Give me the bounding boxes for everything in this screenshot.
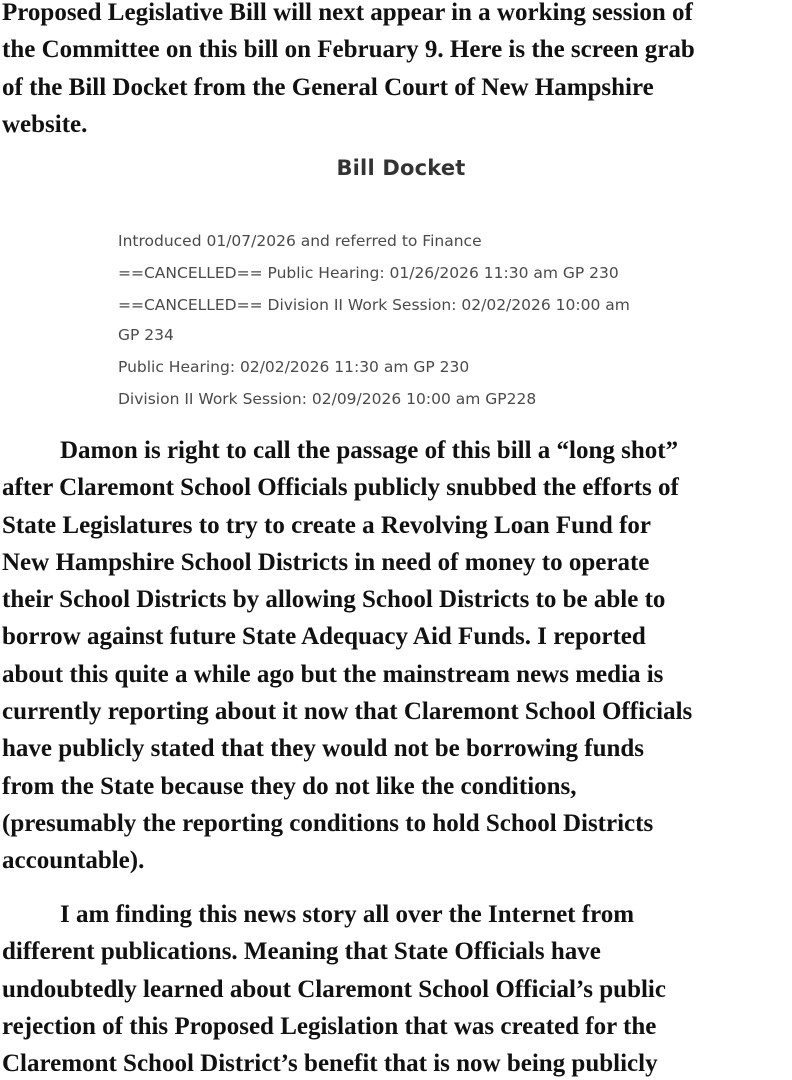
- docket-entry: Introduced 01/07/2026 and referred to Finance: [118, 232, 482, 250]
- text-line: State Legislatures to try to create a Revolving Loan Fund for: [2, 511, 651, 539]
- text-line: rejection of this Proposed Legislation that was created for the: [2, 1012, 657, 1040]
- text-line: (presumably the reporting conditions to hold School Districts: [2, 809, 654, 837]
- text-line: of the Bill Docket from the General Court of New Hampshire: [2, 73, 654, 101]
- text-line: I am finding this news story all over the Internet from: [60, 901, 635, 928]
- text-line: about this quite a while ago but the mainstream news media is: [2, 660, 664, 688]
- text-line: different publications. Meaning that State Officials have: [2, 938, 601, 966]
- text-line: the Committee on this bill on February 9. Here is the screen grab: [2, 36, 695, 64]
- text-line: have publicly stated that they would not be borrowing funds: [2, 735, 645, 763]
- docket-entry: Public Hearing: 02/02/2026 11:30 am GP 230: [118, 358, 470, 376]
- docket-list: [118, 228, 630, 418]
- text-line: accountable).: [2, 847, 145, 875]
- text-line: after Claremont School Officials publicly snubbed the efforts of: [2, 474, 679, 502]
- text-line: from the State because they do not like the conditions,: [2, 772, 577, 800]
- docket-entry-continuation: GP 234: [118, 326, 174, 344]
- docket-entry: ==CANCELLED== Public Hearing: 01/26/2026 11:30 am GP 230: [118, 264, 619, 282]
- text-line: their School Districts by allowing School Districts to be able to: [2, 586, 666, 614]
- text-line: website.: [2, 110, 88, 138]
- text-line: currently reporting about it now that Claremont School Officials: [2, 698, 693, 726]
- bill-docket-screenshot: [0, 150, 792, 430]
- text-line: undoubtedly learned about Claremont School Official’s public: [2, 975, 666, 1003]
- text-line: Proposed Legislative Bill will next appear in a working session of: [2, 0, 693, 26]
- text-line: Claremont School District’s benefit that is now being publicly: [2, 1050, 658, 1078]
- body-paragraph: [0, 432, 692, 880]
- text-line: borrow against future State Adequacy Aid Funds. I reported: [2, 623, 646, 651]
- docket-title: Bill Docket: [336, 156, 466, 180]
- intro-paragraph: [0, 0, 695, 143]
- docket-entry: Division II Work Session: 02/09/2026 10:00 am GP228: [118, 390, 537, 408]
- docket-entry: ==CANCELLED== Division II Work Session: 02/02/2026 10:00 am: [118, 296, 630, 314]
- body-paragraph: [0, 896, 666, 1080]
- text-line: New Hampshire School Districts in need of money to operate: [2, 548, 650, 576]
- text-line: Damon is right to call the passage of this bill a “long shot”: [60, 437, 679, 464]
